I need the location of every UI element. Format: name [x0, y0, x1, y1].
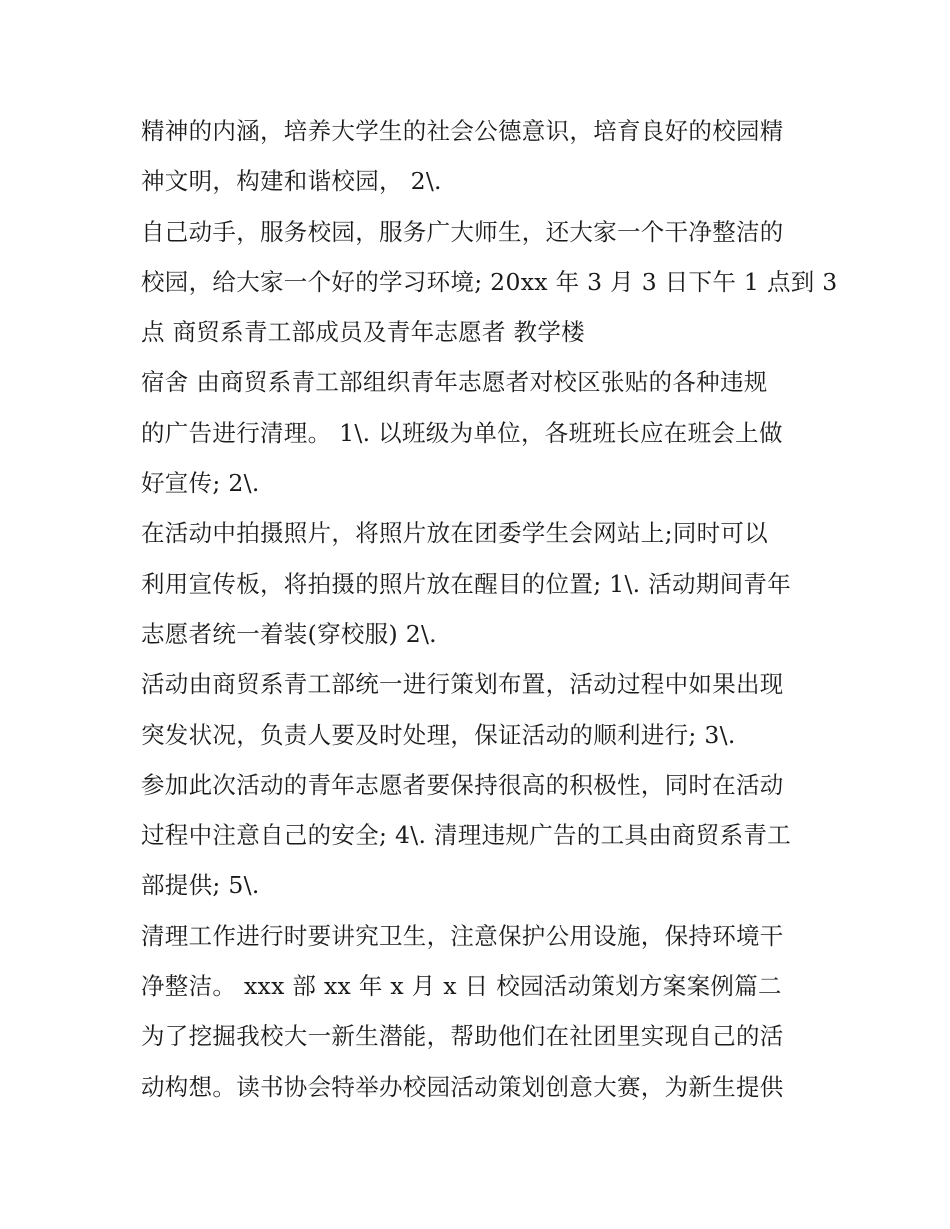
text-line: 参加此次活动的青年志愿者要保持很高的积极性，同时在活动 [141, 770, 784, 799]
text-line: 动构想。读书协会特举办校园活动策划创意大赛，为新生提供 [141, 1072, 784, 1101]
text-line: 校园，给大家一个好的学习环境; 20xx 年 3 月 3 日下午 1 点到 3 [141, 267, 838, 296]
text-line: 部提供; 5\. [141, 871, 260, 900]
text-line: 志愿者统一着装(穿校服) 2\. [141, 619, 437, 648]
text-line: 为了挖掘我校大一新生潜能，帮助他们在社团里实现自己的活 [141, 1022, 784, 1051]
text-line: 神文明，构建和谐校园， 2\. [141, 167, 442, 196]
text-line: 好宣传; 2\. [141, 469, 260, 498]
text-line: 利用宣传板，将拍摄的照片放在醒目的位置; 1\. 活动期间青年 [141, 569, 791, 598]
text-line: 的广告进行清理。 1\. 以班级为单位，各班班长应在班会上做 [141, 418, 783, 447]
text-line: 在活动中拍摄照片，将照片放在团委学生会网站上;同时可以 [141, 519, 769, 548]
text-line: 自己动手，服务校园，服务广大师生，还大家一个干净整洁的 [141, 217, 784, 246]
text-line: 活动由商贸系青工部统一进行策划布置，活动过程中如果出现 [141, 670, 784, 699]
text-line: 点 商贸系青工部成员及青年志愿者 教学楼 [141, 318, 585, 347]
text-line: 宿舍 由商贸系青工部组织青年志愿者对校区张贴的各种违规 [141, 368, 768, 397]
text-line: 精神的内涵，培养大学生的社会公德意识，培育良好的校园精 [141, 117, 784, 145]
text-line: 清理工作进行时要讲究卫生，注意保护公用设施，保持环境干 [141, 921, 784, 950]
text-line: 净整洁。 xxx 部 xx 年 x 月 x 日 校园活动策划方案案例篇二 [141, 972, 782, 1001]
text-line: 突发状况，负责人要及时处理，保证活动的顺利进行; 3\. [141, 720, 736, 749]
document-body [141, 106, 838, 1112]
text-line: 过程中注意自己的安全; 4\. 清理违规广告的工具由商贸系青工 [141, 821, 791, 850]
